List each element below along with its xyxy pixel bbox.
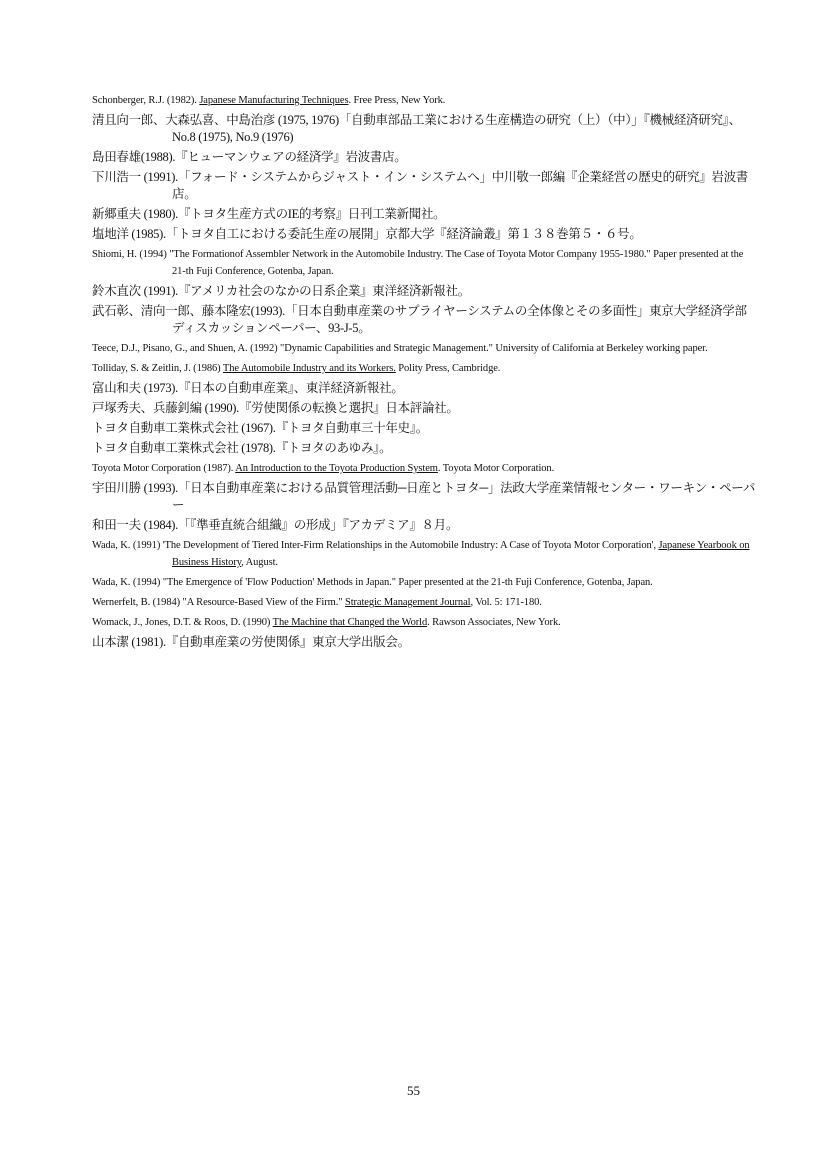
reference-entry [92, 400, 757, 417]
page-number: 55 [407, 1083, 420, 1098]
reference-text: 山本潔 (1981).『自動車産業の労使関係』東京大学出版会。 [92, 635, 410, 649]
reference-entry [92, 92, 757, 109]
reference-text: トヨタ自動車工業株式会社 (1967).『トヨタ自動車三十年史』。 [92, 421, 428, 435]
reference-title: The Machine that Changed the World [272, 617, 428, 628]
reference-text: Womack, J., Jones, D.T. & Roos, D. (1990) [92, 617, 273, 628]
reference-entry [92, 574, 757, 591]
reference-text: Wada, K. (1991) 'The Development of Tiered Inter-Firm Relationships in the Automobile Industry: A Case of Toyota Motor Corporation', [92, 540, 659, 551]
reference-entry [92, 517, 757, 534]
reference-text: Teece, D.J., Pisano, G., and Shuen, A. (1992) "Dynamic Capabilities and Strategic Management." University of California at Berkeley working paper. [92, 343, 708, 354]
reference-text: 武石彰、清向一郎、藤本隆宏(1993).「日本自動車産業のサプライヤーシステムの全体像とその多面性」東京大学経済学部ディスカッションペーパー、93-J-5。 [92, 304, 747, 335]
reference-entry [92, 303, 757, 337]
reference-text: 塩地洋 (1985).「トヨタ自工における委託生産の展開」京都大学『経済論叢』第１３８巻第５・６号。 [92, 227, 642, 241]
reference-entry [92, 283, 757, 300]
reference-text: 戸塚秀夫、兵藤釗編 (1990).『労使関係の転換と選択』日本評論社。 [92, 401, 459, 415]
reference-entry [92, 149, 757, 166]
reference-entry [92, 112, 757, 146]
reference-title: The Automobile Industry and its Workers. [222, 363, 396, 374]
reference-text: Toyota Motor Corporation (1987). [92, 463, 236, 474]
reference-entry [92, 226, 757, 243]
reference-text: . Rawson Associates, New York. [427, 617, 561, 628]
reference-text: 下川浩一 (1991).「フォード・システムからジャスト・イン・システムへ」中川敬一郎編『企業経営の歴史的研究』岩波書店。 [92, 170, 749, 201]
reference-text: 富山和夫 (1973).『日本の自動車産業』、東洋経済新報社。 [92, 381, 404, 395]
reference-text: 清且向一郎、大森弘喜、中島治彦 (1975, 1976)「自動車部品工業における生産構造の研究（上）（中）」『機械経済研究』、No.8 (1975), No.9 (1976) [92, 113, 741, 144]
reference-title: Strategic Management Journal [344, 597, 471, 608]
reference-title: An Introduction to the Toyota Production System [235, 463, 438, 474]
reference-text: 和田一夫 (1984).「『準垂直統合組織』の形成」『アカデミア』８月。 [92, 518, 459, 532]
reference-text: , Vol. 5: 171-180. [470, 597, 542, 608]
reference-text: 鈴木直次 (1991).『アメリカ社会のなかの日系企業』東洋経済新報社。 [92, 284, 470, 298]
reference-entry [92, 340, 757, 357]
reference-entry [92, 460, 757, 477]
reference-text: . Toyota Motor Corporation. [437, 463, 555, 474]
reference-text: 島田春雄(1988).『ヒューマンウェアの経済学』岩波書店。 [92, 150, 407, 164]
reference-text: Schonberger, R.J. (1982). [92, 95, 200, 106]
reference-entry [92, 537, 757, 571]
reference-entry [92, 634, 757, 651]
reference-text: 新郷重夫 (1980).『トヨタ生産方式のIE的考察』日刊工業新聞社。 [92, 207, 446, 221]
reference-entry [92, 246, 757, 280]
reference-title: Japanese Manufacturing Techniques [199, 95, 349, 106]
reference-entry [92, 206, 757, 223]
reference-entry [92, 594, 757, 611]
reference-text: Wernerfelt, B. (1984) "A Resource-Based View of the Firm." [92, 597, 345, 608]
reference-text: Wada, K. (1994) "The Emergence of 'Flow Poduction' Methods in Japan." Paper presented at the 21-th Fuji Conference, Gotenba, Japan. [92, 577, 653, 588]
reference-text: トヨタ自動車工業株式会社 (1978).『トヨタのあゆみ』。 [92, 441, 392, 455]
reference-entry [92, 420, 757, 437]
reference-text: Polity Press, Cambridge. [395, 363, 501, 374]
reference-text: . Free Press, New York. [348, 95, 446, 106]
reference-entry [92, 169, 757, 203]
reference-text: 宇田川勝 (1993).「日本自動車産業における品質管理活動─日産とトヨタ─」法政大学産業情報センター・ワーキン・ペーパー [92, 481, 756, 512]
reference-entry [92, 360, 757, 377]
reference-entry [92, 614, 757, 631]
reference-entry [92, 480, 757, 514]
reference-entry [92, 380, 757, 397]
reference-list [92, 92, 757, 654]
reference-title: Japanese Yearbook on Business History [172, 540, 750, 568]
reference-text: , August. [241, 557, 278, 568]
reference-text: Tolliday, S. & Zeitlin, J. (1986) [92, 363, 223, 374]
reference-entry [92, 440, 757, 457]
reference-text: Shiomi, H. (1994) "The Formationof Assembler Network in the Automobile Industry. The Case of Toyota Motor Company 1955-1980." Paper presented at the 21-th Fuji Conference, Gotenba, Japan. [92, 249, 744, 277]
